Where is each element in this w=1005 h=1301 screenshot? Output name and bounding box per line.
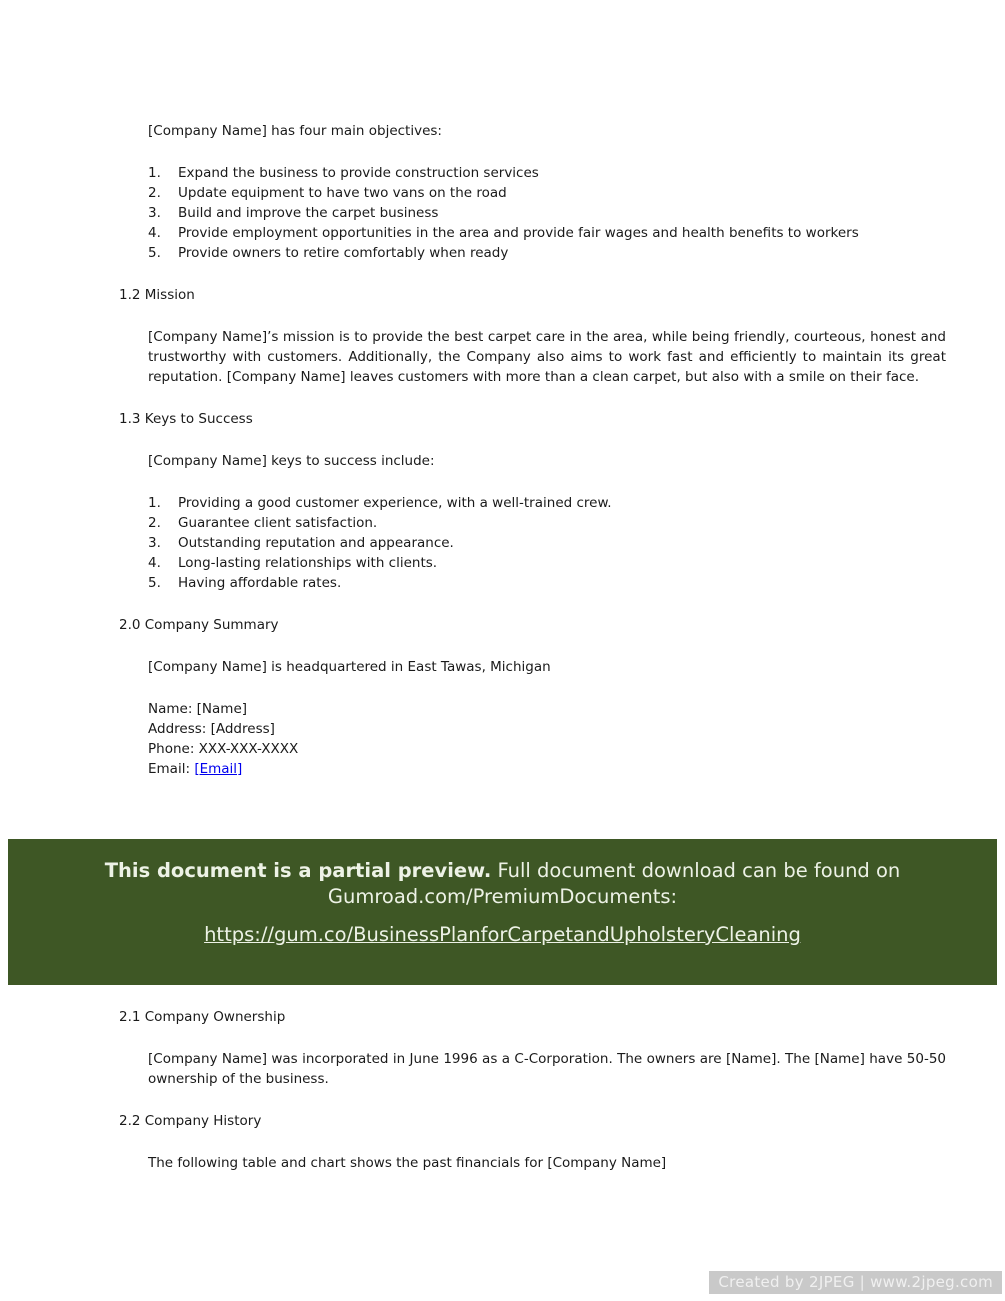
creator-watermark: Created by 2JPEG | www.2jpeg.com	[709, 1271, 1002, 1294]
section-heading-company-summary: 2.0 Company Summary	[119, 617, 279, 633]
section-heading-keys-to-success: 1.3 Keys to Success	[119, 411, 253, 427]
list-item-number: 2.	[148, 515, 161, 531]
list-item-text: Provide employment opportunities in the area and provide fair wages and health benefits to workers	[178, 225, 859, 241]
list-item-text: Guarantee client satisfaction.	[178, 515, 378, 531]
list-item-text: Update equipment to have two vans on the road	[178, 185, 507, 201]
section-heading-company-history: 2.2 Company History	[119, 1113, 262, 1129]
list-item	[148, 183, 946, 203]
contact-phone: Phone: XXX-XXX-XXXX	[148, 741, 299, 757]
keys-intro: [Company Name] keys to success include:	[148, 453, 435, 469]
list-item-number: 1.	[148, 165, 161, 181]
list-item-text: Long-lasting relationships with clients.	[178, 555, 438, 571]
content-above-banner	[0, 121, 1005, 779]
contact-email-label: Email:	[148, 761, 191, 777]
ownership-paragraph: [Company Name] was incorporated in June 1996 as a C-Corporation. The owners are [Name]. The [Name] have 50-50 ownership of the business.	[148, 1051, 946, 1087]
list-item	[148, 223, 946, 243]
list-item-number: 3.	[148, 535, 161, 551]
preview-banner	[8, 839, 997, 985]
objectives-list	[148, 163, 946, 263]
contact-name: Name: [Name]	[148, 701, 248, 717]
list-item-number: 4.	[148, 225, 161, 241]
section-heading-mission: 1.2 Mission	[119, 287, 195, 303]
list-item	[148, 553, 946, 573]
list-item-number: 4.	[148, 555, 161, 571]
banner-message-rest: Full document download can be found on	[491, 859, 901, 882]
list-item-number: 2.	[148, 185, 161, 201]
list-item-text: Build and improve the carpet business	[178, 205, 439, 221]
list-item-number: 5.	[148, 245, 161, 261]
list-item-number: 5.	[148, 575, 161, 591]
banner-message	[48, 858, 957, 910]
list-item	[148, 493, 946, 513]
list-item	[148, 573, 946, 593]
mission-paragraph: [Company Name]’s mission is to provide the best carpet care in the area, while being friendly, courteous, honest and trustworthy with customers. Additionally, the Company also aims to work fast and efficiently to maintain its great reputation. [Company Name] leaves customers with more than a clean carpet, but also with a smile on their face.	[148, 329, 946, 385]
list-item	[148, 203, 946, 223]
list-item-text: Provide owners to retire comfortably when ready	[178, 245, 509, 261]
banner-message-line2: Gumroad.com/PremiumDocuments:	[327, 885, 678, 908]
list-item	[148, 533, 946, 553]
content-below-banner	[0, 1007, 1005, 1173]
list-item-text: Outstanding reputation and appearance.	[178, 535, 454, 551]
list-item-text: Providing a good customer experience, with a well-trained crew.	[178, 495, 612, 511]
list-item-text: Expand the business to provide construction services	[178, 165, 539, 181]
list-item	[148, 243, 946, 263]
banner-message-bold: This document is a partial preview.	[104, 859, 492, 882]
contact-address: Address: [Address]	[148, 721, 275, 737]
history-line: The following table and chart shows the past financials for [Company Name]	[148, 1155, 667, 1171]
objectives-intro: [Company Name] has four main objectives:	[148, 123, 442, 139]
list-item	[148, 513, 946, 533]
list-item-number: 3.	[148, 205, 161, 221]
keys-list	[148, 493, 946, 593]
list-item-number: 1.	[148, 495, 161, 511]
contact-block	[148, 699, 946, 779]
email-link[interactable]: [Email]	[194, 761, 243, 777]
gumroad-link[interactable]: https://gum.co/BusinessPlanforCarpetandUpholsteryCleaning	[204, 923, 801, 946]
section-heading-company-ownership: 2.1 Company Ownership	[119, 1009, 286, 1025]
headquarters-line: [Company Name] is headquartered in East Tawas, Michigan	[148, 659, 551, 675]
contact-email	[148, 759, 946, 779]
list-item	[148, 163, 946, 183]
list-item-text: Having affordable rates.	[178, 575, 342, 591]
